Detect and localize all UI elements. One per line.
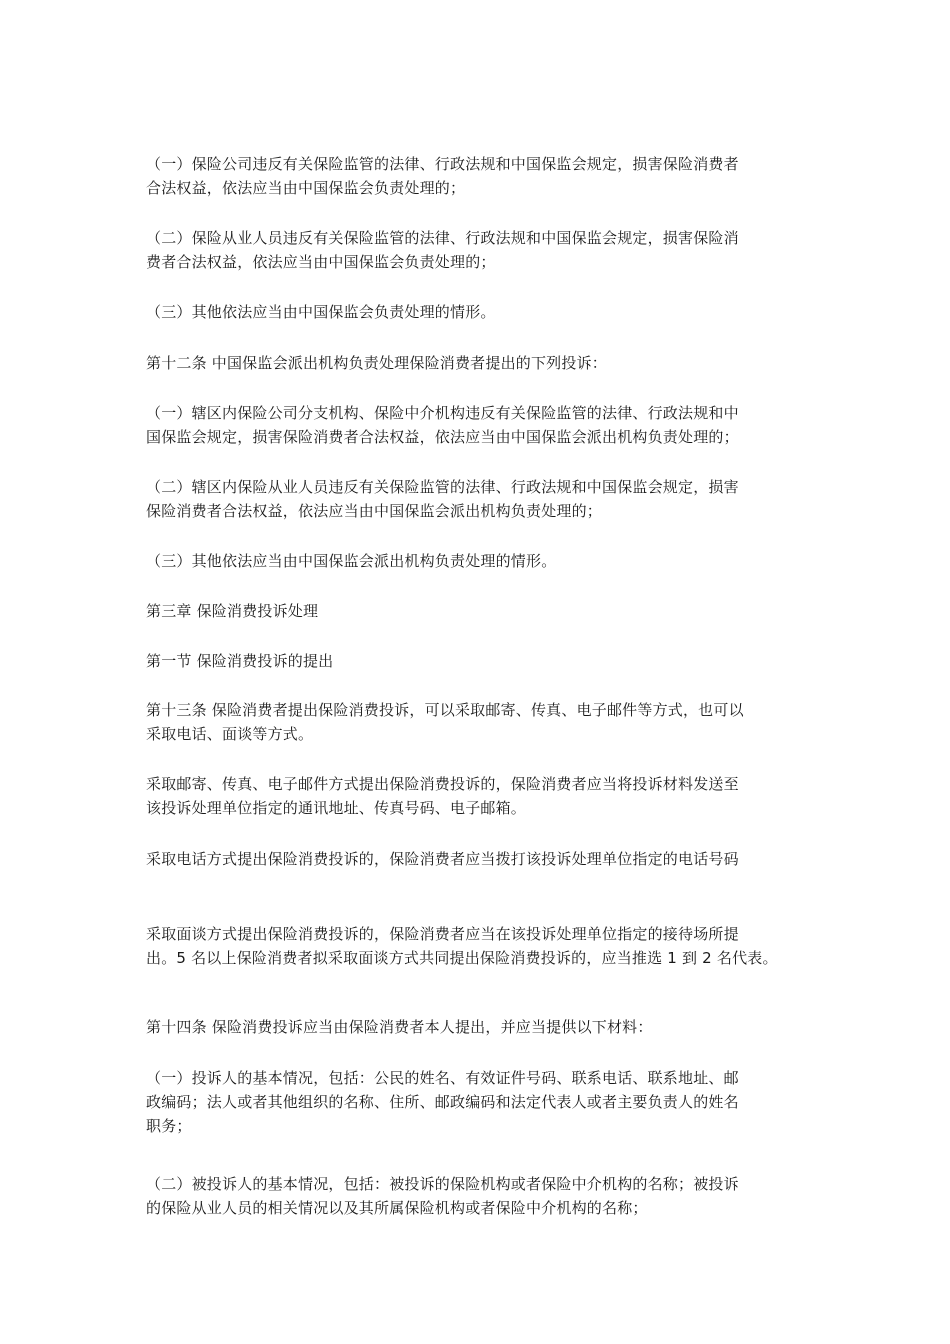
paragraph-12 — [146, 847, 816, 871]
paragraph-line: 第十二条 中国保监会派出机构负责处理保险消费者提出的下列投诉： — [146, 354, 607, 372]
paragraph-line: 国保监会规定，损害保险消费者合法权益，依法应当由中国保监会派出机构负责处理的； — [146, 428, 739, 446]
paragraph-line: 职务； — [146, 1117, 192, 1135]
paragraph-line: 合法权益，依法应当由中国保监会负责处理的； — [146, 179, 466, 197]
paragraph-line: （二）被投诉人的基本情况，包括：被投诉的保险机构或者保险中介机构的名称；被投诉 — [146, 1175, 739, 1193]
paragraph-line: 第十三条 保险消费者提出保险消费投诉，可以采取邮寄、传真、电子邮件等方式，也可以 — [146, 701, 744, 719]
paragraph-15 — [146, 1066, 816, 1138]
paragraph-4 — [146, 351, 816, 375]
paragraph-line: 采取邮寄、传真、电子邮件方式提出保险消费投诉的，保险消费者应当将投诉材料发送至 — [146, 775, 739, 793]
paragraph-line: （三）其他依法应当由中国保监会派出机构负责处理的情形。 — [146, 552, 557, 570]
paragraph-line: 第十四条 保险消费投诉应当由保险消费者本人提出，并应当提供以下材料： — [146, 1018, 653, 1036]
paragraph-line: （二）保险从业人员违反有关保险监管的法律、行政法规和中国保监会规定，损害保险消 — [146, 229, 739, 247]
paragraph-2 — [146, 226, 816, 274]
paragraph-line: 出。5 名以上保险消费者拟采取面谈方式共同提出保险消费投诉的，应当推选 1 到 2 名代表。 — [146, 949, 778, 967]
paragraph-16 — [146, 1172, 816, 1220]
paragraph-line: 政编码；法人或者其他组织的名称、住所、邮政编码和法定代表人或者主要负责人的姓名 — [146, 1093, 739, 1111]
paragraph-line: 费者合法权益，依法应当由中国保监会负责处理的； — [146, 253, 496, 271]
paragraph-10 — [146, 698, 816, 746]
paragraph-line: 保险消费者合法权益，依法应当由中国保监会派出机构负责处理的； — [146, 502, 603, 520]
chapter-heading — [146, 599, 816, 623]
paragraph-11 — [146, 772, 816, 820]
paragraph-line: （二）辖区内保险从业人员违反有关保险监管的法律、行政法规和中国保监会规定，损害 — [146, 478, 739, 496]
paragraph-6 — [146, 475, 816, 523]
paragraph-line: 采取电话方式提出保险消费投诉的，保险消费者应当拨打该投诉处理单位指定的电话号码 — [146, 850, 739, 868]
paragraph-line: 第一节 保险消费投诉的提出 — [146, 652, 334, 670]
paragraph-line: （一）辖区内保险公司分支机构、保险中介机构违反有关保险监管的法律、行政法规和中 — [146, 404, 739, 422]
paragraph-7 — [146, 549, 816, 573]
paragraph-line: 采取面谈方式提出保险消费投诉的，保险消费者应当在该投诉处理单位指定的接待场所提 — [146, 925, 739, 943]
paragraph-3 — [146, 300, 816, 324]
paragraph-line: （三）其他依法应当由中国保监会负责处理的情形。 — [146, 303, 496, 321]
paragraph-line: 的保险从业人员的相关情况以及其所属保险机构或者保险中介机构的名称； — [146, 1199, 648, 1217]
section-heading — [146, 649, 816, 673]
paragraph-line: 第三章 保险消费投诉处理 — [146, 602, 319, 620]
paragraph-1 — [146, 152, 816, 200]
paragraph-5 — [146, 401, 816, 449]
paragraph-line: 采取电话、面谈等方式。 — [146, 725, 314, 743]
paragraph-14 — [146, 1015, 816, 1039]
paragraph-13 — [146, 922, 816, 970]
paragraph-line: （一）保险公司违反有关保险监管的法律、行政法规和中国保监会规定，损害保险消费者 — [146, 155, 739, 173]
paragraph-line: 该投诉处理单位指定的通讯地址、传真号码、电子邮箱。 — [146, 799, 527, 817]
paragraph-line: （一）投诉人的基本情况，包括：公民的姓名、有效证件号码、联系电话、联系地址、邮 — [146, 1069, 739, 1087]
